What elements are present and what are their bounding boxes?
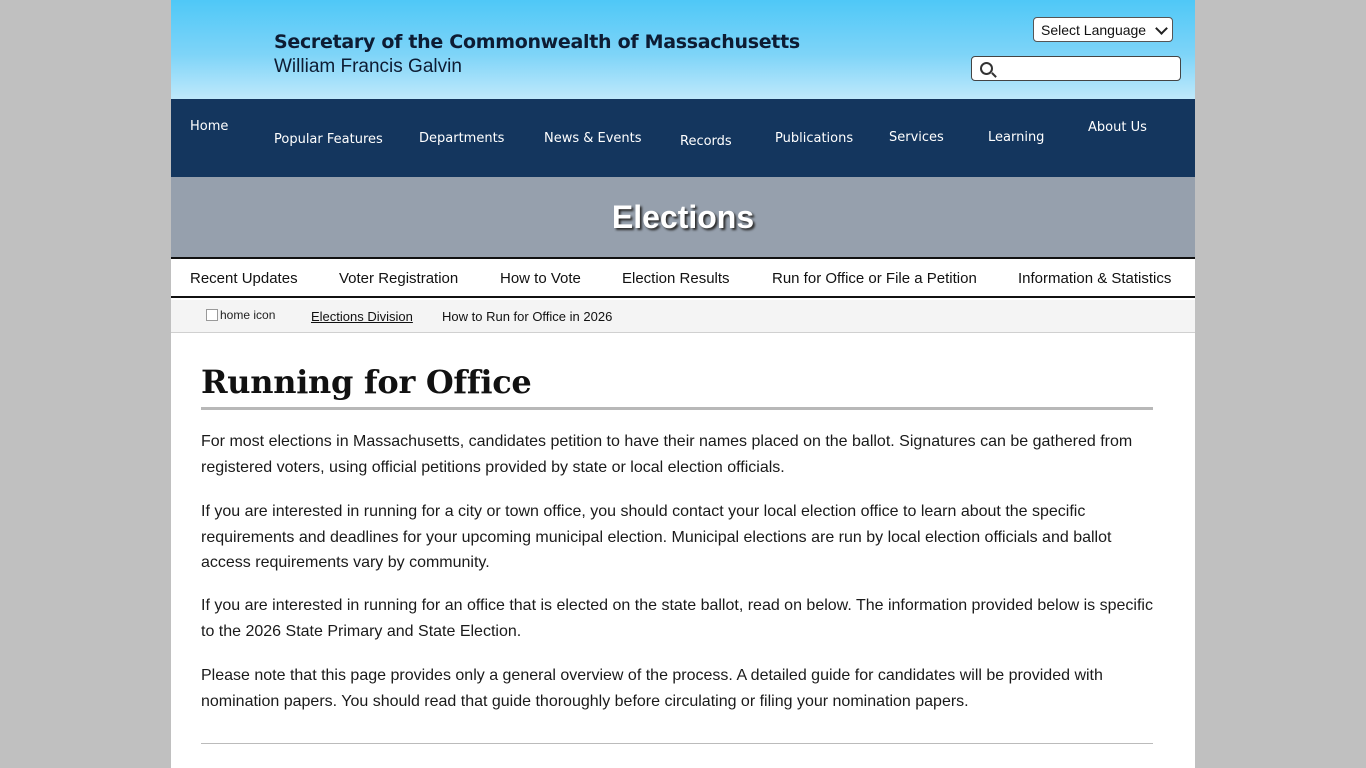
nav-about-us[interactable]: About Us [1088,120,1147,135]
breadcrumb [171,300,1195,333]
paragraph: If you are interested in running for an office that is elected on the state ballot, read on below. The information provided below is specific to the 2026 State Primary and State Election. [201,597,1153,640]
paragraph: If you are interested in running for a city or town office, you should contact your local election office to learn about the specific requirements and deadlines for your upcoming municipal election. Municipal elections are run by local election officials and ballot access requirements vary by community. [201,503,1112,572]
paragraph: Please note that this page provides only a general overview of the process. A detailed guide for candidates will be provided with nomination papers. You should read that guide thoroughly before circulating or filing your nomination papers. [201,667,1103,710]
section-title: Elections [611,198,755,235]
page [171,0,1195,768]
nav-news-events[interactable]: News & Events [544,131,642,146]
subnav-voter-registration[interactable]: Voter Registration [339,270,459,287]
nav-learning[interactable]: Learning [988,130,1045,145]
nav-records[interactable]: Records [680,134,732,149]
chevron-down-icon [1155,22,1168,35]
subnav-recent-updates[interactable]: Recent Updates [190,270,298,287]
language-select-value: Select Language [1041,21,1147,38]
breadcrumb-link-elections-division[interactable]: Elections Division [311,309,413,324]
home-icon[interactable] [206,308,275,322]
page-title: Running for Office [201,363,1153,410]
section-banner [171,177,1195,257]
nav-popular-features[interactable]: Popular Features [274,132,383,147]
search-input[interactable] [1000,59,1179,80]
search-icon[interactable] [980,62,993,75]
nav-services[interactable]: Services [889,130,944,145]
main-nav [171,99,1195,177]
nav-departments[interactable]: Departments [419,131,505,146]
sub-nav [171,257,1195,298]
site-header [171,0,1195,99]
search-box[interactable] [971,56,1181,81]
subnav-run-for-office[interactable]: Run for Office or File a Petition [772,270,977,287]
subnav-how-to-vote[interactable]: How to Vote [500,270,581,287]
main-content [201,333,1153,710]
breadcrumb-current: How to Run for Office in 2026 [442,309,613,324]
site-title[interactable]: Secretary of the Commonwealth of Massachusetts [274,31,800,53]
subnav-information-statistics[interactable]: Information & Statistics [1018,270,1172,287]
broken-image-icon [206,309,218,321]
home-icon-alt: home icon [220,308,276,322]
divider [201,743,1153,744]
nav-home[interactable]: Home [190,119,229,134]
site-subtitle: William Francis Galvin [274,56,462,77]
language-select[interactable] [1033,17,1173,42]
subnav-election-results[interactable]: Election Results [622,270,730,287]
paragraph: For most elections in Massachusetts, candidates petition to have their names placed on the ballot. Signatures can be gathered from registered voters, using official petitions provided by state or local election officials. [201,433,1133,476]
nav-publications[interactable]: Publications [775,131,854,146]
